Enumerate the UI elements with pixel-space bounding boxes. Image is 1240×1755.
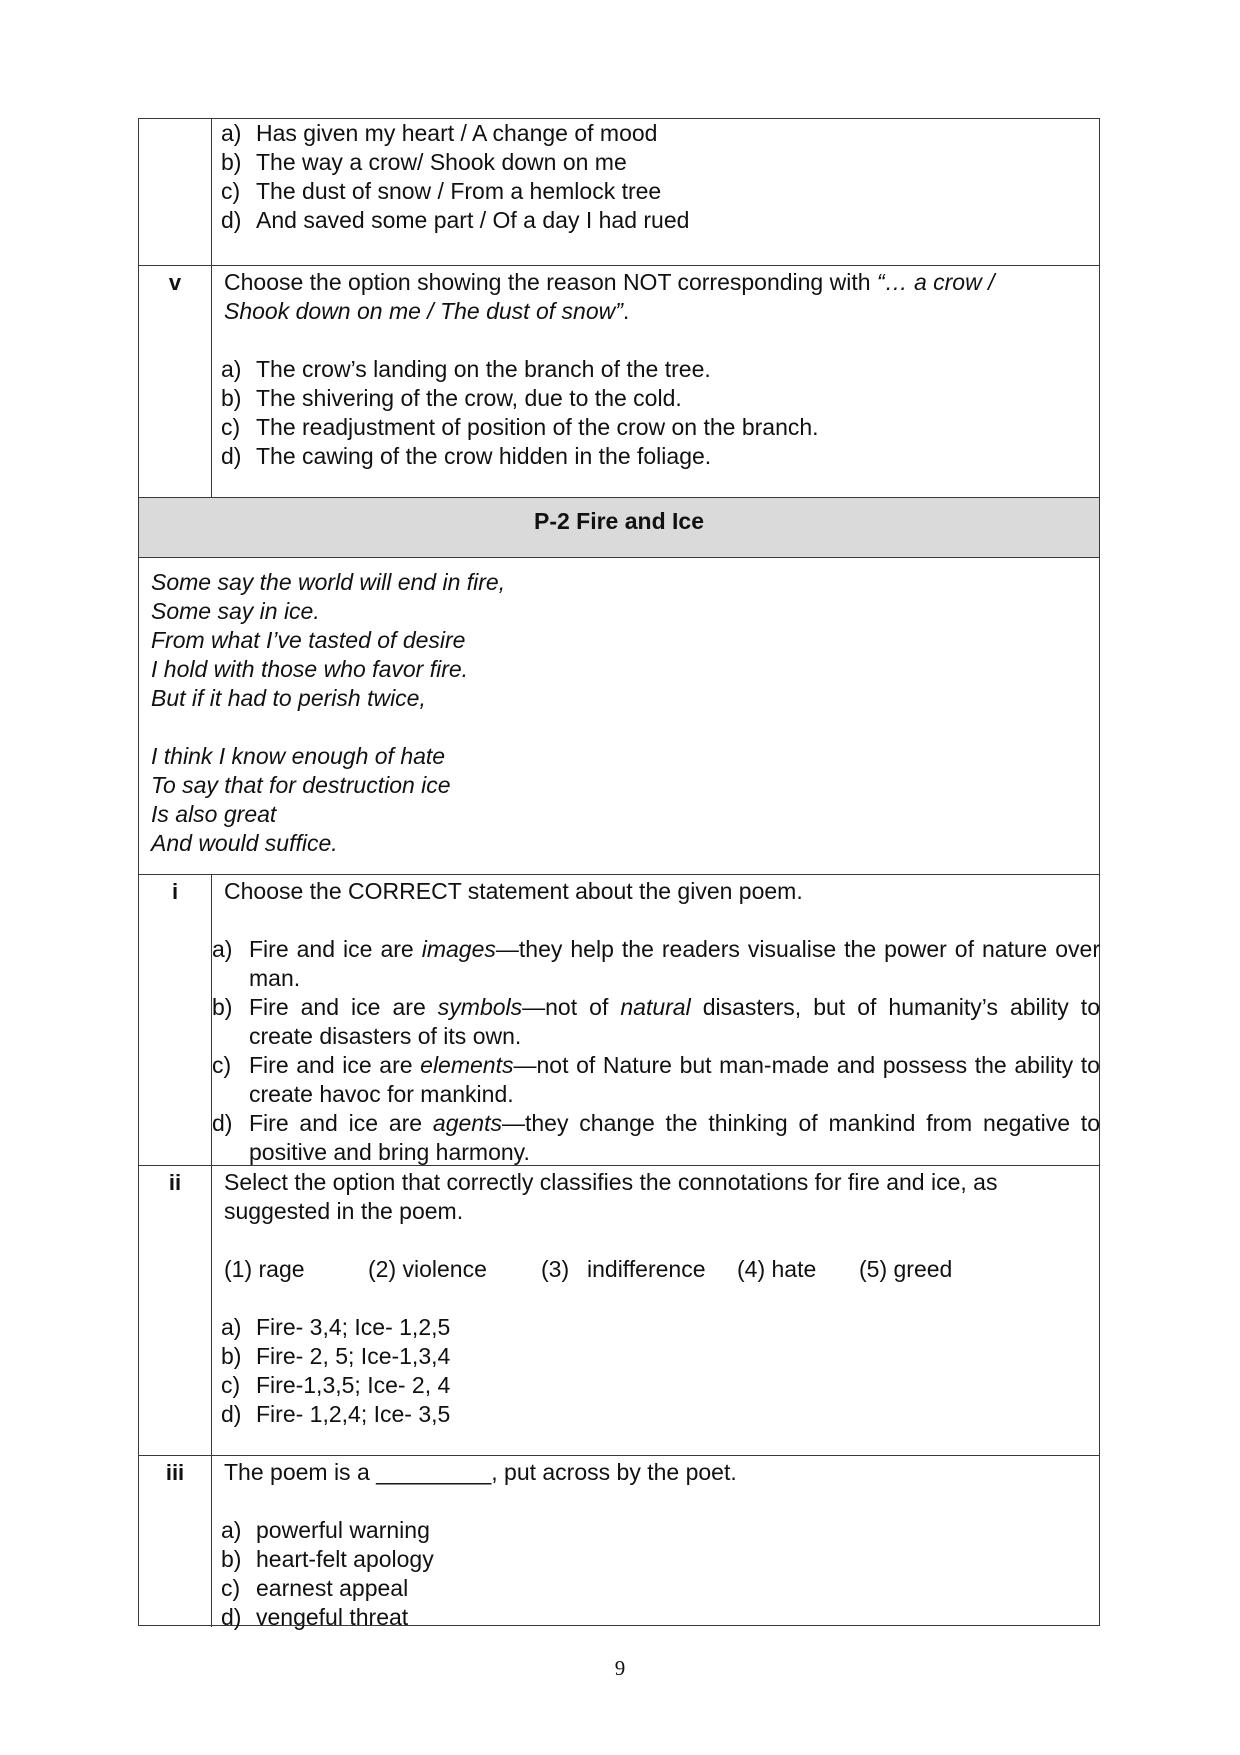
stanza-gap <box>151 713 505 742</box>
section-heading-row <box>139 497 1099 557</box>
poem-line: From what I’ve tasted of desire <box>151 627 466 653</box>
connotation-item: (2) violence <box>368 1256 487 1282</box>
option-b[interactable]: b) heart-felt apology <box>221 1546 434 1572</box>
option-d[interactable]: d) vengeful threat <box>221 1604 409 1630</box>
connotation-item: (3) <box>541 1256 570 1282</box>
page-number: 9 <box>614 1656 626 1680</box>
row-content <box>212 119 1099 265</box>
poem-line: Is also great <box>151 801 277 827</box>
table-row-iii <box>139 1455 1099 1630</box>
question-text: The poem is a _________, put across by the poet. <box>224 1459 737 1485</box>
option-d[interactable]: d) Fire- 1,2,4; Ice- 3,5 <box>221 1401 451 1427</box>
poem-line: Some say in ice. <box>151 598 320 624</box>
row-number-cell <box>139 119 212 265</box>
question-number: ii <box>139 1166 212 1455</box>
question-text-continued: suggested in the poem. <box>224 1198 464 1224</box>
connotation-list <box>224 1255 952 1284</box>
option-a[interactable]: a) Has given my heart / A change of mood <box>221 120 658 146</box>
question-number: iii <box>139 1456 212 1627</box>
option-c[interactable]: c) The dust of snow / From a hemlock tree <box>221 178 662 204</box>
question-text: Choose the CORRECT statement about the given poem. <box>224 878 803 904</box>
option-d[interactable]: d) The cawing of the crow hidden in the foliage. <box>221 443 712 469</box>
row-content <box>212 266 1099 497</box>
table-row-v <box>139 265 1099 497</box>
section-title: P-2 Fire and Ice <box>139 498 1099 557</box>
option-a[interactable]: a) Fire- 3,4; Ice- 1,2,5 <box>221 1314 451 1340</box>
poem-line: But if it had to perish twice, <box>151 685 426 711</box>
table-row-continuation <box>139 119 1099 265</box>
poem-text <box>151 568 505 858</box>
connotation-item: (5) greed <box>859 1256 953 1282</box>
poem-row <box>139 557 1099 874</box>
poem-line: Some say the world will end in fire, <box>151 569 506 595</box>
table-row-i <box>139 874 1099 1165</box>
option-c[interactable]: c) Fire-1,3,5; Ice- 2, 4 <box>221 1372 451 1398</box>
row-content <box>212 1456 1099 1630</box>
question-number: i <box>139 875 212 1165</box>
poem-line: To say that for destruction ice <box>151 772 451 798</box>
question-text: Choose the option showing the reason NOT corresponding with “… a crow / <box>224 269 995 295</box>
option-b[interactable]: b) Fire- 2, 5; Ice-1,3,4 <box>221 1343 451 1369</box>
question-number: v <box>139 266 212 497</box>
connotation-item: indifference <box>587 1256 706 1282</box>
connotation-item: (4) hate <box>737 1256 817 1282</box>
row-content: Choose the CORRECT statement about the given poem. a) Fire and ice are images—they help the readers visualise the power of nature over man. b) Fire and ice are symbols—not of natural disasters, but of humanity’s ability to create disasters of its own. c) Fire and ice are elements—not of Nature but man-made and possess the ability to create havoc for mankind. d) Fire and ice are agents—they change the thinking of mankind from negative to positive and bring harmony. <box>212 878 1100 1165</box>
poem-line: I hold with those who favor fire. <box>151 656 469 682</box>
poem-line: And would suffice. <box>151 830 338 856</box>
option-c[interactable]: c) earnest appeal <box>221 1575 409 1601</box>
option-c[interactable]: c) The readjustment of position of the crow on the branch. <box>221 414 819 440</box>
option-a[interactable]: a) powerful warning <box>221 1517 430 1543</box>
option-b[interactable]: b) The shivering of the crow, due to the cold. <box>221 385 682 411</box>
table-row-ii <box>139 1165 1099 1455</box>
poem-line: I think I know enough of hate <box>151 743 446 769</box>
option-a[interactable]: a) The crow’s landing on the branch of the tree. <box>221 356 711 382</box>
question-text-continued: Shook down on me / The dust of snow”. <box>224 298 630 324</box>
option-d[interactable]: d) And saved some part / Of a day I had rued <box>221 207 690 233</box>
option-b[interactable]: b) The way a crow/ Shook down on me <box>221 149 627 175</box>
row-content <box>212 1166 1099 1455</box>
connotation-item: (1) rage <box>224 1256 305 1282</box>
question-table <box>138 118 1100 1630</box>
question-text: Select the option that correctly classifies the connotations for fire and ice, as <box>224 1169 998 1195</box>
